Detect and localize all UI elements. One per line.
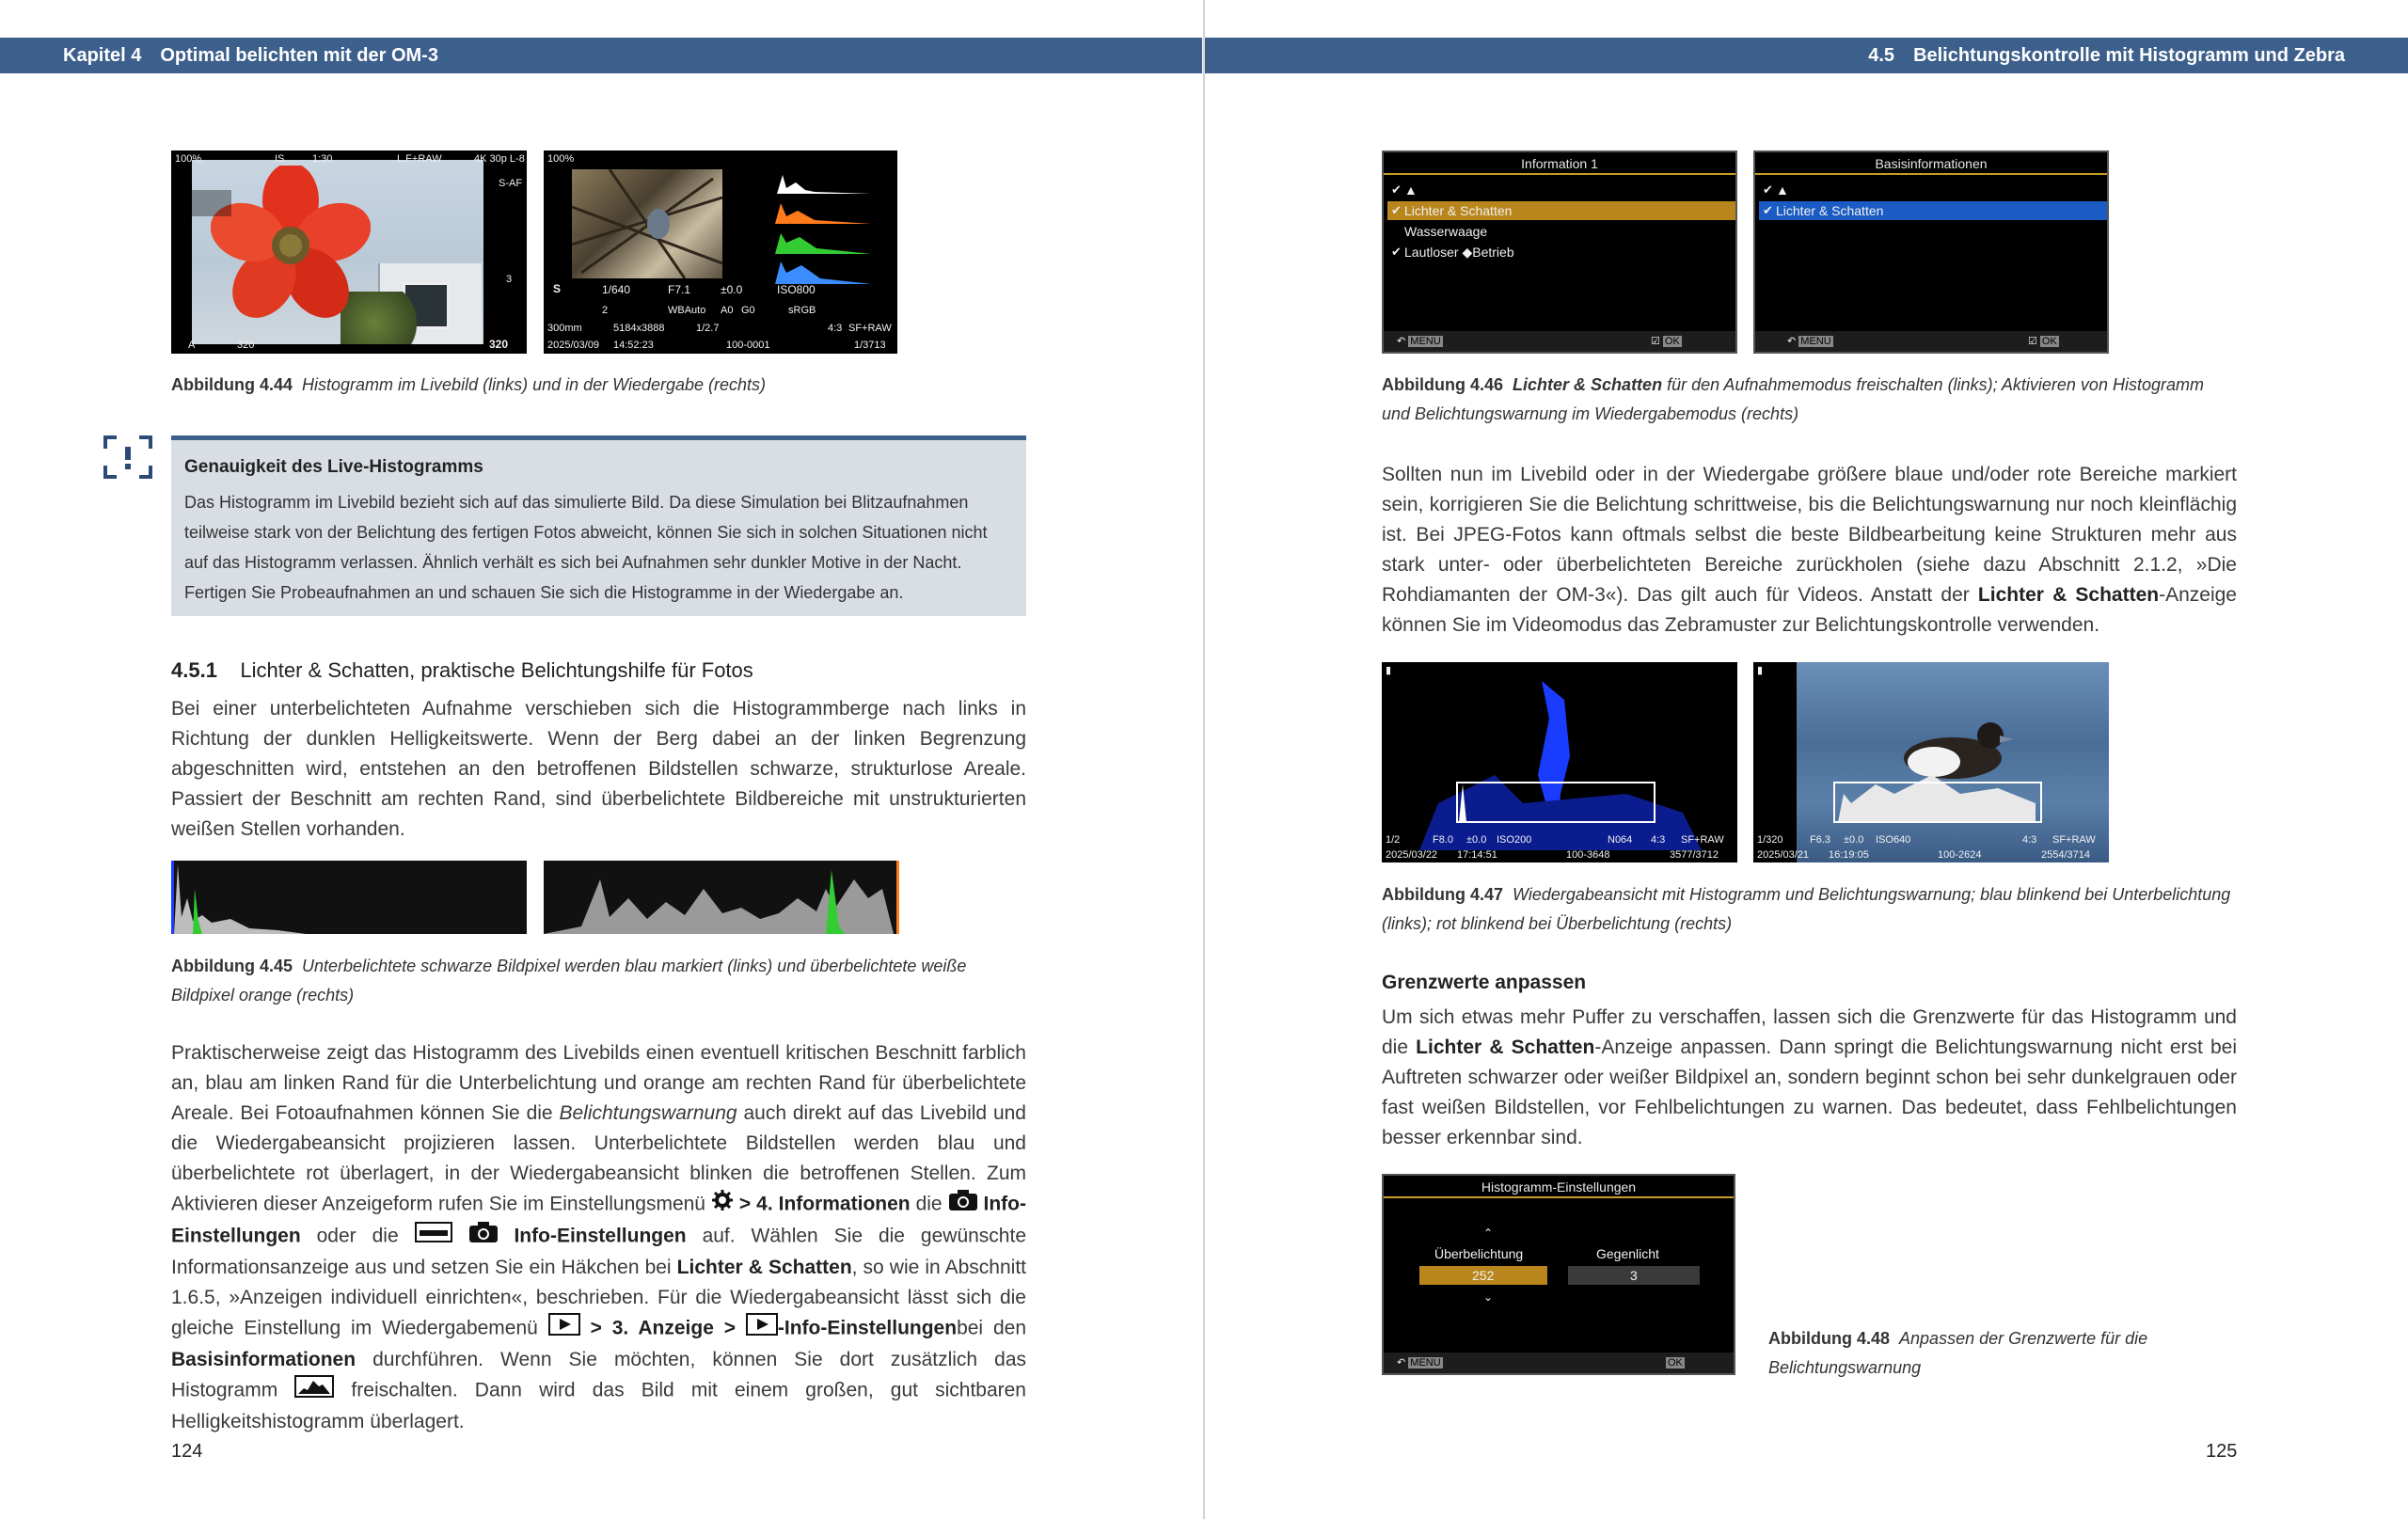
hs-back[interactable]: ↶ MENU [1397,1357,1441,1369]
fig47l-date: 2025/03/22 [1386,849,1438,861]
menu1-footer [1384,331,1735,352]
livebild-top-aspect: 1:30 [312,153,333,165]
hs-ok[interactable] [1666,1356,1685,1369]
wiedergabe-bat: 100% [547,153,575,165]
hs-col1-value: 252 [1472,1268,1495,1283]
fig47-label: Abbildung 4.47 [1382,885,1504,904]
livebild-screen [171,150,527,354]
fig46-desc-bold: Lichter & Schatten [1513,375,1663,394]
menu1-back[interactable]: ↶ MENU [1397,336,1441,347]
p2-t12: > 3. Anzeige > [590,1317,737,1339]
p2-t15: Basisinformationen [171,1349,356,1370]
fig47r-aperture: F6.3 [1810,834,1831,846]
fig47l-n064: N064 [1608,834,1633,846]
fig48-caption [1768,1324,2237,1383]
fig47l-ev: ±0.0 [1466,834,1487,846]
menu1-item-betrieb-label: Betrieb [1472,245,1514,260]
page-number-left: 124 [171,1441,203,1462]
left-paragraph-2 [171,1038,1026,1437]
fig47r-file: 100-2624 [1938,849,1982,861]
menu-information-1 [1382,150,1737,354]
wg-row1-shutter: 1/640 [602,283,631,296]
rp1-t2: Lichter & Schatten [1977,584,2160,606]
menu2-ok-label: OK [2041,336,2057,347]
hs-col1-label: Überbelichtung [1434,1246,1524,1261]
hs-down-arrow[interactable]: ⌄ [1483,1290,1494,1304]
p2-t17: freischalten. Dann wird das Bild mit einem großen, gut sichtbaren Helligkeitshistogramm überlagert. [171,1379,1026,1432]
menu2-back-label: MENU [1800,336,1831,347]
right-paragraph-2 [1382,1003,2237,1153]
p2-t9: auf. Wählen Sie die gewünschte Informationsanzeige aus und setzen Sie ein Häkchen bei [171,1225,1027,1278]
wg-row2-a: 2 [602,305,609,316]
subheading-grenzwerte: Grenzwerte anpassen [1382,972,1587,993]
wiedergabe-screen [544,150,897,354]
wg-row3-quality: SF+RAW [848,323,892,334]
fig47r-time: 16:19:05 [1829,849,1869,861]
note-box [171,435,1026,616]
histogram-over-graph [544,861,896,934]
right-paragraph-1 [1382,460,2237,641]
hs-back-label: MENU [1410,1357,1441,1369]
fig45-desc: Unterbelichtete schwarze Bildpixel werden blau markiert (links) und überbelichtete weiße Bildpixel orange (rechts) [171,957,967,1005]
p2-t6: Info-Einstellungen [171,1193,1026,1247]
wg-row4-time: 14:52:23 [613,340,654,351]
fig48-desc: Anpassen der Grenzwerte für die Belichtungswarnung [1768,1329,2148,1377]
fig46-label: Abbildung 4.46 [1382,375,1504,394]
fig47r-aspect: 4:3 [2022,834,2037,846]
fig47l-bat: ▮ [1386,665,1392,676]
fig47r-bat: ▮ [1757,665,1764,676]
wg-row2-g0: G0 [741,305,755,316]
hs-col2-label: Gegenlicht [1596,1246,1659,1261]
header-chapter: Kapitel 4 [63,45,142,66]
p2-t13: -Info-Einstellungen [777,1317,958,1339]
livebild-side: 3 [506,274,513,285]
wiedergabe-histograms [758,166,890,286]
wg-row2-a0: A0 [721,305,734,316]
header-section: 4.5 [1868,45,1895,66]
playback-underexposure [1382,662,1737,862]
menu1-back-label: MENU [1410,336,1441,347]
rp1-t3: -Anzeige können Sie im Videomodus das Zebramuster zur Belichtungskontrolle verwenden. [1382,584,2237,636]
menu1-item-wasserwaage[interactable] [1387,222,1735,241]
header-chapter-title: Optimal belichten mit der OM-3 [160,45,438,66]
fig47l-count: 3577/3712 [1670,849,1719,861]
menu-basisinformationen [1753,150,2109,354]
livebild-histogram [173,190,231,216]
wg-row2-wb: WBAuto [668,305,706,316]
menu2-back[interactable]: ↶ MENU [1787,336,1831,347]
livebild-top-is: IS [275,153,285,165]
playback-icon [548,1313,580,1345]
section-number: 4.5.1 [171,658,217,682]
livebild-top-quality: L.F+RAW [397,153,442,165]
fig45-label: Abbildung 4.45 [171,957,293,975]
livebild-saf: S-AF [499,178,523,189]
menu1-item-lichter-label: Lichter & Schatten [1404,203,1513,218]
fig46-caption [1382,371,2228,429]
header-left [0,38,1202,73]
playback-overexposure [1753,662,2109,862]
fig47-desc: Wiedergabeansicht mit Histogramm und Belichtungswarnung; blau blinkend bei Unterbelichtung (links); rot blinkend bei Überbelichtung (rechts) [1382,885,2231,933]
p2-t1: Praktischerweise zeigt das Histogramm des Livebilds einen eventuell kritischen Beschnitt farblich an, blau am linken Rand für die Unterbelichtung und orange am rechten Rand für überbelichtete Areale. Bei Fotoaufnahmen können Sie die [171,1042,1026,1124]
section-title: Lichter & Schatten, praktische Belichtungshilfe für Fotos [240,658,753,682]
note-focus-icon [103,435,152,479]
p2-t8: Info-Einstellungen [514,1225,687,1247]
video-icon [415,1221,452,1253]
wg-row3-comp: 1/2.7 [696,323,720,334]
fig47r-quality: SF+RAW [2052,834,2096,846]
fig47l-shutter: 1/2 [1386,834,1401,846]
wg-row2-cs: sRGB [788,305,816,316]
fig47r-shutter: 1/320 [1757,834,1783,846]
histogram-under-graph [174,861,527,934]
livebild-mode: A [188,340,196,351]
wiedergabe-branches [572,169,722,278]
menu1-row-icon: ✔ ▲ [1391,182,1418,198]
p2-t11: , so wie in Abschnitt 1.6.5, »Anzeigen individuell einrichten«, beschrieben. Für die Wiedergabeansicht lässt sich die gleiche Einstellung im Wiedergabemenü [171,1257,1026,1339]
wg-row3-focal: 300mm [547,323,582,334]
p2-t4: > 4. Informationen [738,1193,911,1215]
fig47l-aspect: 4:3 [1651,834,1666,846]
menu2-item-lichter-label: Lichter & Schatten [1776,203,1884,218]
fig46-desc: für den Aufnahmemodus freischalten (links); Aktivieren von Histogramm und Belichtungswarnung im Wiedergabemodus (rechts) [1382,375,2204,423]
p2-t5: die [910,1193,948,1215]
wg-row1-mode: S [553,282,562,295]
camera-icon-2 [468,1221,499,1253]
fig45-caption [171,952,1026,1010]
wg-row4-count: 1/3713 [854,340,886,351]
fig47r-date: 2025/03/21 [1757,849,1810,861]
fig47l-aperture: F8.0 [1433,834,1454,846]
menu1-title: Information 1 [1384,152,1735,175]
wg-row3-size: 5184x3888 [613,323,665,334]
wg-row3-aspect: 4:3 [828,323,843,334]
book-spine [1203,0,1205,1519]
fig47r-iso: ISO640 [1876,834,1911,846]
gear-icon [711,1189,734,1221]
menu1-item-lichter[interactable]: ✔ Lichter & Schatten [1387,201,1735,220]
wg-row4-file: 100-0001 [726,340,770,351]
menu2-footer [1755,331,2107,352]
menu1-item-lautloser[interactable]: ✔ Lautloser ◆Betrieb [1391,245,1514,260]
fig44-desc: Histogramm im Livebild (links) und in der Wiedergabe (rechts) [302,375,767,394]
p2-t16: durchführen. Wenn Sie möchten, können Sie dort zusätzlich das Histogramm [171,1349,1026,1401]
rp2-t2: Lichter & Schatten [1416,1036,1595,1058]
rp1-t1: Sollten nun im Livebild oder in der Wiedergabe größere blaue und/oder rote Bereiche markiert sein, korrigieren Sie die Belichtung schrittweise, bis die Belichtungswarnung nur noch kleinflächig ist. Bei JPEG-Fotos kann oftmals selbst die beste Bildbearbeitung keine Strukturen mehr aus stark unter- oder überbelichteten Bereiche zurückholen (siehe dazu Abschnitt 2.1.2, »Die Rohdiamanten der OM-3«). Das gilt auch für Videos. Anstatt der [1382,464,2237,606]
hs-title: Histogramm-Einstellungen [1384,1176,1734,1198]
menu1-ok[interactable]: ☑ OK [1651,336,1680,347]
header-right [1205,38,2408,73]
menu2-row-icon: ✔ ▲ [1763,182,1789,198]
menu2-ok[interactable]: ☑ OK [2028,336,2057,347]
fig48-label: Abbildung 4.48 [1768,1329,1891,1348]
hs-footer [1384,1353,1734,1373]
section-heading [171,658,753,683]
fig47r-count: 2554/3714 [2041,849,2090,861]
wg-row1-aperture: F7.1 [668,283,691,296]
wg-row4-date: 2025/03/09 [547,340,600,351]
menu1-item-lautloser-label: Lautloser [1404,245,1459,260]
fig47l-quality: SF+RAW [1681,834,1724,846]
red-flower [211,166,371,325]
fig44-label: Abbildung 4.44 [171,375,293,394]
p2-t14: bei den [957,1317,1027,1339]
note-title: Genauigkeit des Live-Histogramms [184,457,483,477]
histogram-icon [294,1375,334,1407]
note-body: Das Histogramm im Livebild bezieht sich auf das simulierte Bild. Da diese Simulation bei Blitzaufnahmen teilweise stark von der Belichtung des fertigen Fotos abweicht, können Sie sich in solchen Situationen nicht auf das Histogramm verlassen. Ähnlich verhält es sich bei Aufnahmen sehr dunkler Motive in der Nacht. Fertigen Sie Probeaufnahmen an und schauen Sie sich die Histogramme in der Wiedergabe an. [184,493,988,602]
wg-row1-iso: ISO800 [777,283,816,296]
livebild-shots: 320 [237,340,255,351]
histogram-settings-screen [1382,1174,1735,1375]
left-paragraph-1: Bei einer unterbelichteten Aufnahme verschieben sich die Histogrammberge nach links in Richtung der dunklen Helligkeitswerte. Wenn der Berg dabei an der linken Begrenzung abgeschnitten wird, entstehen an den betroffenen Bildstellen schwarze, strukturlose Areale. Passiert der Beschnitt am rechten Rand, sind überbelichtete Bildbereiche mit unstrukturierten weißen Stellen vorhanden. [171,698,1026,840]
menu2-item-lichter[interactable]: ✔ Lichter & Schatten [1759,201,2107,220]
p2-t7: oder die [300,1225,415,1247]
fig47r-ev: ±0.0 [1844,834,1864,846]
rp2-t3: -Anzeige anpassen. Dann springt die Belichtungswarnung nicht erst bei Auftreten schwarzer oder weißer Bildpixel an, sondern beginnt schon bei sehr dunkelgrauen oder fast weißen Bildstellen, vor Fehlbelichtungen zu warnen. Das bedeutet, dass Fehlbelichtungen besser erkennbar sind. [1382,1036,2237,1148]
livebild-top-video: 4K 30p L-8 [474,153,525,165]
menu2-title: Basisinformationen [1755,152,2107,175]
p2-t3: auch direkt auf das Livebild und die Wiedergabeansicht projizieren lassen. Unterbelichtete Bildstellen werden blau und überbelichtete rot überlagert, in der Wiedergabeansicht blinken die betroffenen Stellen. Zum Aktivieren dieser Anzeigeform rufen Sie im Einstellungsmenü [171,1102,1026,1215]
rp2-t1: Um sich etwas mehr Puffer zu verschaffen, lassen sich die Grenzwerte für das Histogramm und die [1382,1006,2237,1058]
page-number-right: 125 [2206,1441,2238,1462]
hs-up-arrow[interactable]: ⌃ [1483,1226,1494,1240]
fig44-caption [171,371,1018,400]
header-section-title: Belichtungskontrolle mit Histogramm und Zebra [1913,45,2345,66]
menu1-ok-label: OK [1664,336,1680,347]
p2-t10: Lichter & Schatten [676,1257,852,1278]
fig47l-iso: ISO200 [1497,834,1532,846]
hs-ok-label: OK [1668,1357,1683,1369]
fig47l-time: 17:14:51 [1457,849,1497,861]
wg-row1-ev: ±0.0 [721,283,743,296]
camera-icon [948,1189,978,1221]
histogram-underexposed [171,861,527,934]
fig47-caption [1382,880,2237,939]
histogram-overexposed [544,861,899,934]
hs-col2-value: 3 [1630,1268,1638,1283]
livebild-remaining: 320 [489,338,509,351]
fig47l-file: 100-3648 [1566,849,1610,861]
playback-icon-2 [746,1313,778,1345]
p2-t2: Belichtungswarnung [559,1102,737,1124]
menu1-item-wasserwaage-label: Wasserwaage [1404,224,1488,239]
livebild-top-bat: 100% [175,153,202,165]
